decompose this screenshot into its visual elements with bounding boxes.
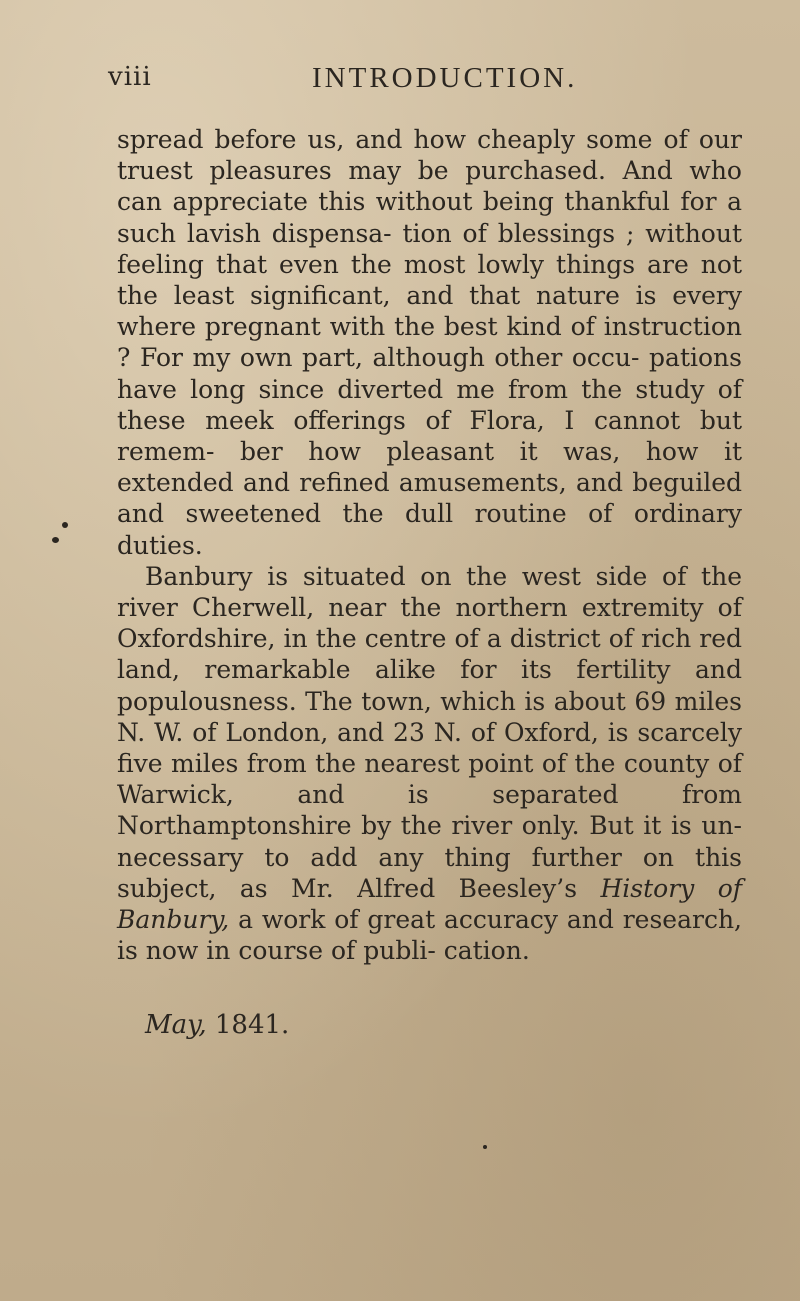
paragraph-2: [117, 561, 742, 967]
book-title: History of Banbury,: [117, 873, 743, 935]
chapter-title: INTRODUCTION.: [312, 62, 578, 94]
dateline-year: 1841.: [214, 1010, 290, 1040]
ink-speck: [62, 522, 68, 528]
paragraph-2-text-end: a work of great accuracy and research, is now in course of publi- cation.: [117, 905, 742, 966]
page-number: viii: [108, 62, 152, 92]
paragraph-1: spread before us, and how cheaply some of our truest pleasures may be purchased. And who can appreciate this without being thankful for a such lavish dispensa- tion of blessings ; without feeling that even the most lowly things are not the least significant, and that nature is every where pregnant with the best kind of instruction ? For my own part, although other occu- pations have long since diverted me from the study of these meek offerings of Flora, I cannot but remem- ber how pleasant it was, how it extended and refined amusements, and beguiled and sweetened the dull routine of ordinary duties.: [117, 125, 742, 560]
body-text: [117, 124, 742, 966]
dateline: [145, 1010, 289, 1040]
ink-speck: [483, 1145, 487, 1149]
dateline-month: May,: [145, 1010, 207, 1040]
ink-speck: [52, 537, 59, 543]
running-head: [0, 62, 800, 102]
paragraph-2-text-start: Banbury is situated on the west side of the river Cherwell, near the northern extremity of Oxfordshire, in the centre of a district of rich red land, remarkable alike for its fertility and populousness. The town, which is about 69 miles N. W. of London, and 23 N. of Oxford, is scarcely five miles from the nearest point of the county of Warwick, and is separated from Northamptonshire by the river only. But it is un- necessary to add any thing further on this subject, as Mr. Alfred Beesley’s: [117, 561, 742, 903]
